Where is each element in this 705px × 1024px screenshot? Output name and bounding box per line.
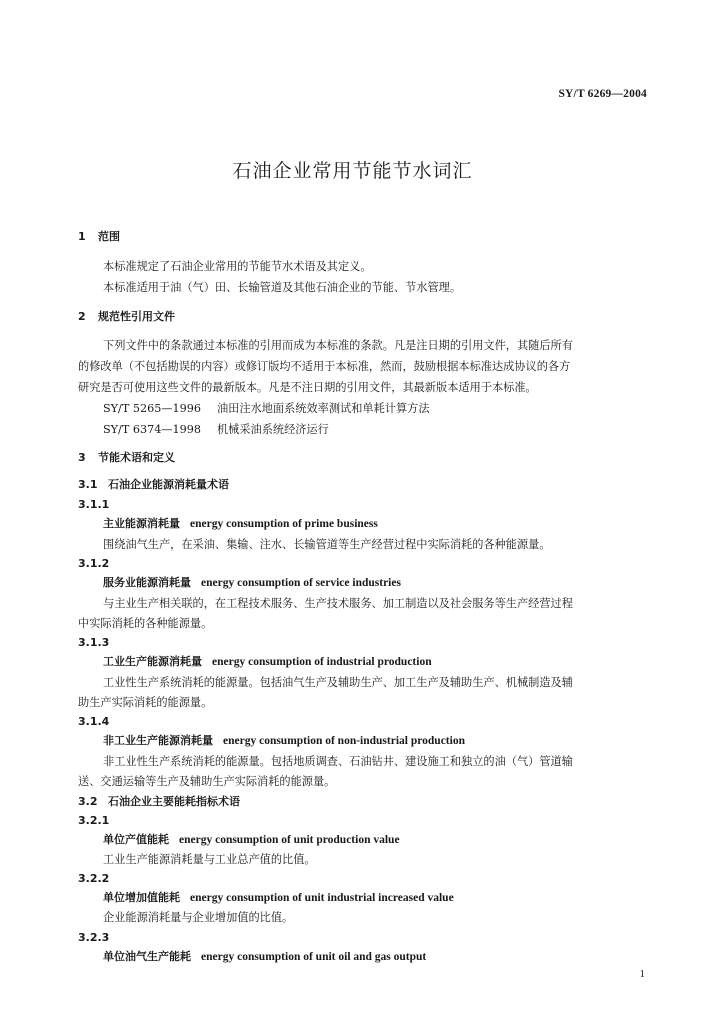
term-english: energy consumption of prime business <box>190 518 378 530</box>
term-english: energy consumption of service industries <box>201 577 401 589</box>
section-2-heading <box>78 310 705 324</box>
term-entry <box>103 576 705 590</box>
subsection-3-2-heading <box>78 795 705 809</box>
section-1-heading <box>78 230 705 244</box>
term-english: energy consumption of industrial production <box>212 656 432 668</box>
term-definition: 助生产实际消耗的能源量。 <box>78 696 213 709</box>
reference-title: 油田注水地面系统效率测试和单耗计算方法 <box>216 402 430 415</box>
term-definition: 工业生产能源消耗量与工业总产值的比值。 <box>103 853 316 866</box>
paragraph: 本标准规定了石油企业常用的节能节水术语及其定义。 <box>103 260 372 273</box>
term-definition: 工业性生产系统消耗的能源量。包括油气生产及辅助生产、加工生产及辅助生产、机械制造及辅 <box>103 676 573 689</box>
term-definition: 非工业性生产系统消耗的能源量。包括地质调查、石油钻井、建设施工和独立的油（气）管道输 <box>103 755 573 768</box>
document-title: 石油企业常用节能节水词汇 <box>232 160 473 182</box>
term-entry <box>103 734 705 748</box>
reference-title: 机械采油系统经济运行 <box>216 423 329 436</box>
page-number: 1 <box>639 968 645 980</box>
term-entry <box>103 891 705 905</box>
term-english: energy consumption of non-industrial production <box>223 735 465 747</box>
term-entry <box>103 833 705 847</box>
clause-number: 3.1.2 <box>78 557 110 570</box>
term-english: energy consumption of unit oil and gas output <box>201 951 427 963</box>
reference-code: SY/T 5265—1996 <box>103 402 201 415</box>
section-number: 2 <box>78 310 86 323</box>
term-chinese: 单位油气生产能耗 <box>103 950 191 963</box>
clause-number: 3.1.4 <box>78 715 110 728</box>
term-chinese: 单位增加值能耗 <box>103 891 180 904</box>
clause-number: 3.1.1 <box>78 498 110 511</box>
term-definition: 送、交通运输等生产及辅助生产实际消耗的能源量。 <box>78 775 336 788</box>
standard-code: SY/T 6269—2004 <box>558 88 647 100</box>
subsection-3-1-heading <box>78 478 705 492</box>
term-chinese: 非工业生产能源消耗量 <box>103 734 213 747</box>
term-entry <box>103 655 705 669</box>
term-chinese: 单位产值能耗 <box>103 833 169 846</box>
term-definition: 企业能源消耗量与企业增加值的比值。 <box>103 911 294 924</box>
paragraph: 本标准适用于油（气）田、长输管道及其他石油企业的节能、节水管理。 <box>103 281 462 294</box>
section-number: 3.1 <box>78 478 98 491</box>
clause-number: 3.2.1 <box>78 814 110 827</box>
term-entry <box>103 950 705 964</box>
term-definition: 与主业生产相关联的，在工程技术服务、生产技术服务、加工制造以及社会服务等生产经营过程 <box>103 597 573 610</box>
paragraph: 下列文件中的条款通过本标准的引用而成为本标准的条款。凡是注日期的引用文件，其随后所有 <box>103 339 573 352</box>
clause-number: 3.2.2 <box>78 872 110 885</box>
section-title: 石油企业主要能耗指标术语 <box>108 795 240 808</box>
paragraph: 的修改单（不包括勘误的内容）或修订版均不适用于本标准，然而，鼓励根据本标准达成协议的各方 <box>78 360 571 373</box>
section-number: 1 <box>78 230 86 243</box>
clause-number: 3.1.3 <box>78 636 110 649</box>
term-definition: 中实际消耗的各种能源量。 <box>78 617 213 630</box>
section-number: 3 <box>78 451 86 464</box>
term-chinese: 主业能源消耗量 <box>103 517 180 530</box>
section-title: 范围 <box>98 230 120 243</box>
term-chinese: 工业生产能源消耗量 <box>103 655 202 668</box>
section-number: 3.2 <box>78 795 98 808</box>
reference-code: SY/T 6374—1998 <box>103 423 201 436</box>
term-chinese: 服务业能源消耗量 <box>103 576 191 589</box>
section-title: 节能术语和定义 <box>98 451 175 464</box>
clause-number: 3.2.3 <box>78 931 110 944</box>
section-title: 规范性引用文件 <box>98 310 175 323</box>
section-title: 石油企业能源消耗量术语 <box>108 478 229 491</box>
term-definition: 围绕油气生产，在采油、集输、注水、长输管道等生产经营过程中实际消耗的各种能源量。 <box>103 538 551 551</box>
paragraph: 研究是否可使用这些文件的最新版本。凡是不注日期的引用文件，其最新版本适用于本标准。 <box>78 381 537 394</box>
reference-item <box>103 423 705 437</box>
reference-item <box>103 402 705 416</box>
term-english: energy consumption of unit production value <box>179 834 400 846</box>
section-3-heading <box>78 451 705 465</box>
term-english: energy consumption of unit industrial increased value <box>190 892 454 904</box>
term-entry <box>103 517 705 531</box>
